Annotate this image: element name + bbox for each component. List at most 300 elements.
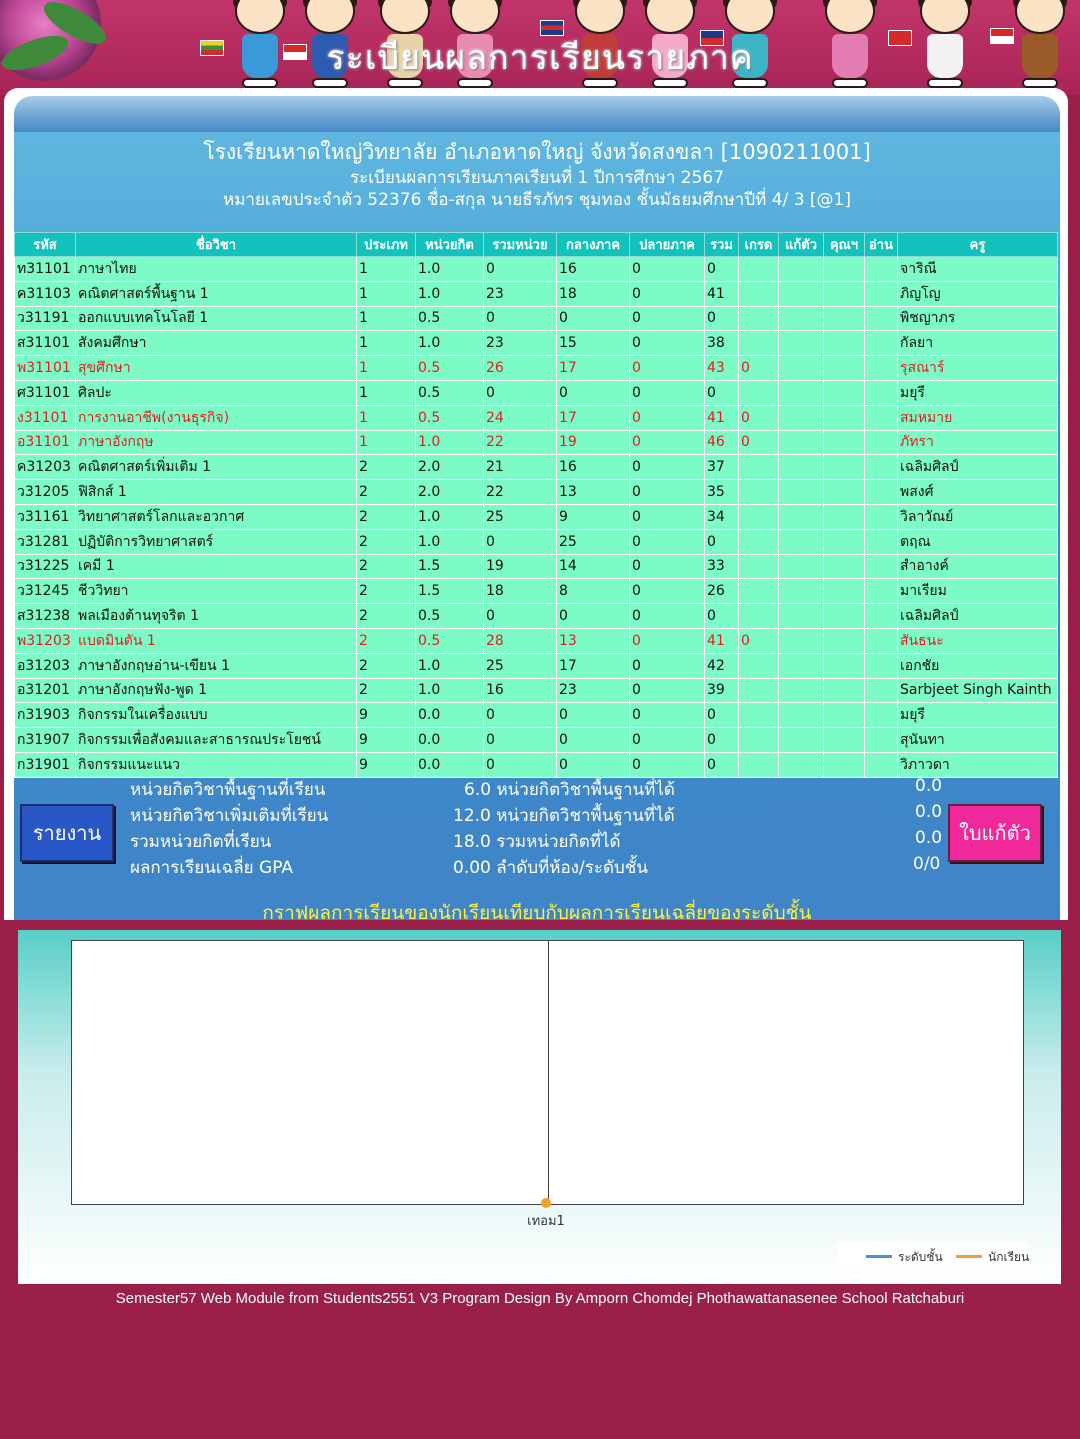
table-row bbox=[15, 752, 1058, 777]
cell-grade: 0 bbox=[739, 430, 779, 455]
cell-credit: 0.5 bbox=[416, 628, 484, 653]
summary-line bbox=[14, 854, 1060, 880]
cell-type: 1 bbox=[357, 405, 416, 430]
cell-credit: 2.0 bbox=[416, 480, 484, 505]
column-header: เกรด bbox=[739, 233, 779, 257]
cell-teacher: ภิญโญ bbox=[898, 281, 1058, 306]
report-panel bbox=[14, 132, 1060, 924]
cell-mid: 9 bbox=[557, 504, 630, 529]
cell-total: 0 bbox=[705, 752, 739, 777]
cell-teacher: มยุรี bbox=[898, 703, 1058, 728]
cell-fix bbox=[779, 678, 824, 703]
cell-code: ว31205 bbox=[15, 480, 76, 505]
cell-unit: 0 bbox=[484, 752, 557, 777]
column-header: ชื่อวิชา bbox=[76, 233, 357, 257]
cell-unit: 23 bbox=[484, 281, 557, 306]
cell-unit: 18 bbox=[484, 579, 557, 604]
table-row bbox=[15, 554, 1058, 579]
cell-teacher: สำอางค์ bbox=[898, 554, 1058, 579]
cell-grade bbox=[739, 257, 779, 282]
cell-code: อ31203 bbox=[15, 653, 76, 678]
table-row bbox=[15, 529, 1058, 554]
summary-line bbox=[14, 828, 1060, 854]
cell-total: 41 bbox=[705, 281, 739, 306]
cell-fix bbox=[779, 480, 824, 505]
cell-credit: 1.5 bbox=[416, 554, 484, 579]
cell-mid: 17 bbox=[557, 405, 630, 430]
chart-x-gridline bbox=[548, 941, 549, 1206]
cell-name: กิจกรรมในเครื่องแบบ bbox=[76, 703, 357, 728]
cell-unit: 16 bbox=[484, 678, 557, 703]
cell-name: กิจกรรมเพื่อสังคมและสาธารณประโยชน์ bbox=[76, 728, 357, 753]
cell-unit: 0 bbox=[484, 529, 557, 554]
cell-code: ก31903 bbox=[15, 703, 76, 728]
cell-type: 1 bbox=[357, 331, 416, 356]
column-header: รวม bbox=[705, 233, 739, 257]
summary-line bbox=[14, 802, 1060, 828]
cell-mid: 0 bbox=[557, 604, 630, 629]
cell-type: 2 bbox=[357, 480, 416, 505]
cell-code: พ31203 bbox=[15, 628, 76, 653]
cell-fix bbox=[779, 356, 824, 381]
cell-read bbox=[865, 331, 898, 356]
cell-grade bbox=[739, 455, 779, 480]
cell-teacher: พสงศ์ bbox=[898, 480, 1058, 505]
cell-mid: 0 bbox=[557, 380, 630, 405]
cell-read bbox=[865, 257, 898, 282]
cell-teacher: ภัทรา bbox=[898, 430, 1058, 455]
summary-label: หน่วยกิตวิชาเพิ่มเติมที่เรียน bbox=[130, 806, 329, 826]
cell-unit: 0 bbox=[484, 604, 557, 629]
cell-grade bbox=[739, 281, 779, 306]
cell-grade bbox=[739, 703, 779, 728]
cell-fix bbox=[779, 430, 824, 455]
table-row bbox=[15, 380, 1058, 405]
cell-name: แบดมินตัน 1 bbox=[76, 628, 357, 653]
cell-teacher: วิลาวัณย์ bbox=[898, 504, 1058, 529]
cell-mid: 15 bbox=[557, 331, 630, 356]
cell-fix bbox=[779, 281, 824, 306]
summary-middle: 6.0 หน่วยกิตวิชาพื้นฐานที่ได้ bbox=[464, 780, 675, 800]
cell-code: ก31907 bbox=[15, 728, 76, 753]
cell-fix bbox=[779, 455, 824, 480]
cell-unit: 19 bbox=[484, 554, 557, 579]
cell-mid: 0 bbox=[557, 306, 630, 331]
cell-read bbox=[865, 604, 898, 629]
cell-teacher: เอกชัย bbox=[898, 653, 1058, 678]
cell-type: 1 bbox=[357, 380, 416, 405]
table-row bbox=[15, 331, 1058, 356]
cell-unit: 0 bbox=[484, 380, 557, 405]
cell-total: 35 bbox=[705, 480, 739, 505]
cell-code: ว31225 bbox=[15, 554, 76, 579]
column-header: ครู bbox=[898, 233, 1058, 257]
student-data-point bbox=[541, 1198, 551, 1208]
cell-mid: 0 bbox=[557, 752, 630, 777]
cell-fix bbox=[779, 504, 824, 529]
cell-final: 0 bbox=[630, 579, 705, 604]
cell-read bbox=[865, 628, 898, 653]
cell-final: 0 bbox=[630, 430, 705, 455]
summary-middle: 0.00 ลำดับที่ห้อง/ระดับชั้น bbox=[453, 858, 648, 878]
summary-middle: 18.0 รวมหน่วยกิตที่ได้ bbox=[453, 832, 621, 852]
student-info: หมายเลขประจำตัว 52376 ชื่อ-สกุล นายธีรภัทร ชุมทอง ชั้นมัธยมศึกษาปีที่ 4/ 3 [@1] bbox=[222, 190, 851, 210]
report-button[interactable]: รายงาน bbox=[20, 804, 114, 862]
cell-grade bbox=[739, 728, 779, 753]
table-row bbox=[15, 257, 1058, 282]
column-header: คุณฯ bbox=[824, 233, 865, 257]
cell-credit: 0.5 bbox=[416, 380, 484, 405]
cell-unit: 21 bbox=[484, 455, 557, 480]
cell-unit: 0 bbox=[484, 728, 557, 753]
cell-attr bbox=[824, 653, 865, 678]
cell-unit: 25 bbox=[484, 653, 557, 678]
cell-read bbox=[865, 728, 898, 753]
cell-grade bbox=[739, 331, 779, 356]
cell-mid: 17 bbox=[557, 653, 630, 678]
cell-type: 2 bbox=[357, 579, 416, 604]
cell-name: การงานอาชีพ(งานธุรกิจ) bbox=[76, 405, 357, 430]
cell-attr bbox=[824, 628, 865, 653]
cell-type: 2 bbox=[357, 604, 416, 629]
cell-final: 0 bbox=[630, 281, 705, 306]
cell-credit: 0.5 bbox=[416, 604, 484, 629]
cell-attr bbox=[824, 529, 865, 554]
summary-value: 0/0 bbox=[913, 854, 941, 874]
cell-read bbox=[865, 455, 898, 480]
cell-name: ภาษาไทย bbox=[76, 257, 357, 282]
cell-grade bbox=[739, 306, 779, 331]
cell-mid: 23 bbox=[557, 678, 630, 703]
cell-mid: 17 bbox=[557, 356, 630, 381]
cell-name: สังคมศึกษา bbox=[76, 331, 357, 356]
cell-credit: 1.5 bbox=[416, 579, 484, 604]
report-frame bbox=[4, 88, 1068, 924]
cell-type: 1 bbox=[357, 306, 416, 331]
cell-fix bbox=[779, 529, 824, 554]
cell-attr bbox=[824, 405, 865, 430]
cell-read bbox=[865, 281, 898, 306]
chart-plot-area bbox=[71, 940, 1024, 1205]
cell-attr bbox=[824, 281, 865, 306]
cell-name: ภาษาอังกฤษฟัง-พูด 1 bbox=[76, 678, 357, 703]
cell-type: 2 bbox=[357, 628, 416, 653]
summary-line bbox=[14, 776, 1060, 802]
cell-mid: 14 bbox=[557, 554, 630, 579]
cell-total: 43 bbox=[705, 356, 739, 381]
cell-teacher: วิภาวดา bbox=[898, 752, 1058, 777]
cell-attr bbox=[824, 331, 865, 356]
cell-grade bbox=[739, 604, 779, 629]
cell-grade bbox=[739, 554, 779, 579]
cell-final: 0 bbox=[630, 653, 705, 678]
table-row bbox=[15, 678, 1058, 703]
cell-fix bbox=[779, 306, 824, 331]
cell-total: 0 bbox=[705, 604, 739, 629]
cell-final: 0 bbox=[630, 728, 705, 753]
cell-code: ส31101 bbox=[15, 331, 76, 356]
column-header: รวมหน่วย bbox=[484, 233, 557, 257]
cell-unit: 26 bbox=[484, 356, 557, 381]
cell-fix bbox=[779, 331, 824, 356]
cell-teacher: พิชญาภร bbox=[898, 306, 1058, 331]
cell-mid: 16 bbox=[557, 455, 630, 480]
cell-attr bbox=[824, 678, 865, 703]
cell-total: 26 bbox=[705, 579, 739, 604]
cell-code: ว31161 bbox=[15, 504, 76, 529]
cell-name: ภาษาอังกฤษอ่าน-เขียน 1 bbox=[76, 653, 357, 678]
cell-final: 0 bbox=[630, 529, 705, 554]
cell-teacher: กัลยา bbox=[898, 331, 1058, 356]
cell-grade bbox=[739, 380, 779, 405]
cell-type: 2 bbox=[357, 455, 416, 480]
cell-name: ศิลปะ bbox=[76, 380, 357, 405]
cell-name: สุขศึกษา bbox=[76, 356, 357, 381]
table-row bbox=[15, 480, 1058, 505]
cell-mid: 18 bbox=[557, 281, 630, 306]
cell-name: กิจกรรมแนะแนว bbox=[76, 752, 357, 777]
cell-teacher: มาเรียม bbox=[898, 579, 1058, 604]
chart-legend bbox=[838, 1243, 1030, 1269]
cell-unit: 0 bbox=[484, 703, 557, 728]
cell-final: 0 bbox=[630, 703, 705, 728]
summary-middle: 12.0 หน่วยกิตวิชาพื้นฐานที่ได้ bbox=[453, 806, 675, 826]
cell-read bbox=[865, 430, 898, 455]
cell-total: 37 bbox=[705, 455, 739, 480]
table-row bbox=[15, 653, 1058, 678]
table-row bbox=[15, 281, 1058, 306]
cell-type: 9 bbox=[357, 752, 416, 777]
cell-fix bbox=[779, 703, 824, 728]
table-row bbox=[15, 628, 1058, 653]
cell-unit: 24 bbox=[484, 405, 557, 430]
cell-read bbox=[865, 306, 898, 331]
cell-type: 2 bbox=[357, 554, 416, 579]
cell-mid: 0 bbox=[557, 703, 630, 728]
cell-mid: 13 bbox=[557, 480, 630, 505]
school-name: โรงเรียนหาดใหญ่วิทยาลัย อำเภอหาดใหญ่ จังหวัดสงขลา [1090211001] bbox=[203, 140, 871, 164]
cell-final: 0 bbox=[630, 356, 705, 381]
cell-type: 9 bbox=[357, 703, 416, 728]
cell-attr bbox=[824, 257, 865, 282]
cell-final: 0 bbox=[630, 257, 705, 282]
cell-code: อ31201 bbox=[15, 678, 76, 703]
cell-attr bbox=[824, 703, 865, 728]
cell-credit: 1.0 bbox=[416, 257, 484, 282]
table-row bbox=[15, 604, 1058, 629]
cell-read bbox=[865, 504, 898, 529]
cell-teacher: สมหมาย bbox=[898, 405, 1058, 430]
cell-name: ชีววิทยา bbox=[76, 579, 357, 604]
cell-attr bbox=[824, 752, 865, 777]
table-row bbox=[15, 703, 1058, 728]
cell-final: 0 bbox=[630, 380, 705, 405]
cell-fix bbox=[779, 554, 824, 579]
cell-code: ค31103 bbox=[15, 281, 76, 306]
cell-credit: 1.0 bbox=[416, 331, 484, 356]
graph-title: กราฟผลการเรียนของนักเรียนเทียบกับผลการเรียนเฉลี่ยของระดับชั้น bbox=[262, 902, 812, 924]
cell-grade: 0 bbox=[739, 356, 779, 381]
cell-attr bbox=[824, 554, 865, 579]
cell-total: 41 bbox=[705, 628, 739, 653]
footer-credit: Semester57 Web Module from Students2551 V3 Program Design By Amporn Chomdej Phothawattanasenee School Ratchaburi bbox=[115, 1290, 965, 1307]
cell-unit: 25 bbox=[484, 504, 557, 529]
cell-read bbox=[865, 380, 898, 405]
cell-read bbox=[865, 480, 898, 505]
cell-teacher: สุนันทา bbox=[898, 728, 1058, 753]
cell-type: 2 bbox=[357, 678, 416, 703]
summary-value: 0.0 bbox=[915, 776, 943, 796]
summary-label: รวมหน่วยกิตที่เรียน bbox=[130, 832, 272, 852]
cell-teacher: จาริณี bbox=[898, 257, 1058, 282]
summary-section bbox=[14, 776, 1060, 886]
legend-label: นักเรียน bbox=[988, 1250, 1030, 1264]
cell-unit: 0 bbox=[484, 306, 557, 331]
cell-teacher: สันธนะ bbox=[898, 628, 1058, 653]
cell-fix bbox=[779, 604, 824, 629]
header-banner bbox=[0, 0, 1080, 95]
table-row bbox=[15, 455, 1058, 480]
cell-total: 34 bbox=[705, 504, 739, 529]
cell-teacher: เฉลิมศิลป์ bbox=[898, 455, 1058, 480]
cell-credit: 1.0 bbox=[416, 430, 484, 455]
cell-attr bbox=[824, 579, 865, 604]
cell-total: 46 bbox=[705, 430, 739, 455]
cell-grade: 0 bbox=[739, 628, 779, 653]
cell-name: คณิตศาสตร์เพิ่มเติม 1 bbox=[76, 455, 357, 480]
cell-name: พลเมืองต้านทุจริต 1 bbox=[76, 604, 357, 629]
legend-label: ระดับชั้น bbox=[898, 1250, 943, 1264]
column-header: กลางภาค bbox=[557, 233, 630, 257]
cell-final: 0 bbox=[630, 306, 705, 331]
cell-total: 0 bbox=[705, 257, 739, 282]
cell-credit: 1.0 bbox=[416, 678, 484, 703]
cell-name: ปฏิบัติการวิทยาศาสตร์ bbox=[76, 529, 357, 554]
cell-final: 0 bbox=[630, 604, 705, 629]
cell-teacher: Sarbjeet Singh Kainth bbox=[898, 678, 1058, 703]
cell-type: 2 bbox=[357, 653, 416, 678]
cell-credit: 0.5 bbox=[416, 306, 484, 331]
table-row bbox=[15, 504, 1058, 529]
cell-code: อ31101 bbox=[15, 430, 76, 455]
cell-teacher: มยุรี bbox=[898, 380, 1058, 405]
cell-type: 2 bbox=[357, 529, 416, 554]
legend-swatch bbox=[866, 1255, 892, 1258]
cell-type: 1 bbox=[357, 257, 416, 282]
remedial-button[interactable]: ใบแก้ตัว bbox=[948, 804, 1042, 862]
cell-code: ส31238 bbox=[15, 604, 76, 629]
cell-attr bbox=[824, 455, 865, 480]
cell-grade bbox=[739, 480, 779, 505]
frame-top-bar bbox=[14, 96, 1060, 132]
cell-type: 9 bbox=[357, 728, 416, 753]
cell-type: 1 bbox=[357, 356, 416, 381]
cell-code: ศ31101 bbox=[15, 380, 76, 405]
summary-value: 0.0 bbox=[915, 802, 943, 822]
cell-total: 0 bbox=[705, 306, 739, 331]
cell-code: ว31281 bbox=[15, 529, 76, 554]
cell-final: 0 bbox=[630, 455, 705, 480]
x-tick-label: เทอม1 bbox=[527, 1214, 565, 1229]
cell-total: 39 bbox=[705, 678, 739, 703]
cell-total: 0 bbox=[705, 529, 739, 554]
cell-code: ท31101 bbox=[15, 257, 76, 282]
cell-final: 0 bbox=[630, 480, 705, 505]
cell-name: วิทยาศาสตร์โลกและอวกาศ bbox=[76, 504, 357, 529]
cell-final: 0 bbox=[630, 554, 705, 579]
cell-attr bbox=[824, 480, 865, 505]
cell-credit: 1.0 bbox=[416, 504, 484, 529]
cell-unit: 22 bbox=[484, 430, 557, 455]
cell-grade bbox=[739, 504, 779, 529]
cell-name: ออกแบบเทคโนโลยี 1 bbox=[76, 306, 357, 331]
cell-teacher: เฉลิมศิลป์ bbox=[898, 604, 1058, 629]
cell-mid: 19 bbox=[557, 430, 630, 455]
cell-code: ง31101 bbox=[15, 405, 76, 430]
cell-total: 38 bbox=[705, 331, 739, 356]
cell-fix bbox=[779, 405, 824, 430]
cell-total: 33 bbox=[705, 554, 739, 579]
cell-credit: 0.5 bbox=[416, 356, 484, 381]
cell-read bbox=[865, 405, 898, 430]
column-header: แก้ตัว bbox=[779, 233, 824, 257]
cell-credit: 1.0 bbox=[416, 281, 484, 306]
cell-attr bbox=[824, 430, 865, 455]
cell-fix bbox=[779, 628, 824, 653]
cell-name: ฟิสิกส์ 1 bbox=[76, 480, 357, 505]
cell-final: 0 bbox=[630, 678, 705, 703]
cell-attr bbox=[824, 356, 865, 381]
cell-fix bbox=[779, 728, 824, 753]
cell-unit: 23 bbox=[484, 331, 557, 356]
cell-read bbox=[865, 678, 898, 703]
table-row bbox=[15, 306, 1058, 331]
table-header-row bbox=[15, 233, 1058, 257]
table-row bbox=[15, 579, 1058, 604]
cell-fix bbox=[779, 380, 824, 405]
cell-unit: 22 bbox=[484, 480, 557, 505]
cell-final: 0 bbox=[630, 504, 705, 529]
column-header: หน่วยกิต bbox=[416, 233, 484, 257]
cell-attr bbox=[824, 306, 865, 331]
cell-grade bbox=[739, 752, 779, 777]
cell-total: 0 bbox=[705, 380, 739, 405]
cell-name: ภาษาอังกฤษ bbox=[76, 430, 357, 455]
term-info: ระเบียนผลการเรียนภาคเรียนที่ 1 ปีการศึกษา 2567 bbox=[349, 168, 725, 188]
cell-read bbox=[865, 752, 898, 777]
cell-code: ว31191 bbox=[15, 306, 76, 331]
cell-mid: 13 bbox=[557, 628, 630, 653]
cell-final: 0 bbox=[630, 752, 705, 777]
grades-table bbox=[14, 232, 1058, 778]
cell-grade bbox=[739, 678, 779, 703]
cell-total: 0 bbox=[705, 703, 739, 728]
cell-fix bbox=[779, 653, 824, 678]
cell-code: ก31901 bbox=[15, 752, 76, 777]
cell-attr bbox=[824, 604, 865, 629]
cell-total: 0 bbox=[705, 728, 739, 753]
summary-value: 0.0 bbox=[915, 828, 943, 848]
cell-mid: 25 bbox=[557, 529, 630, 554]
cell-code: พ31101 bbox=[15, 356, 76, 381]
cell-type: 1 bbox=[357, 281, 416, 306]
cell-type: 1 bbox=[357, 430, 416, 455]
cell-name: คณิตศาสตร์พื้นฐาน 1 bbox=[76, 281, 357, 306]
cell-name: เคมี 1 bbox=[76, 554, 357, 579]
cell-credit: 0.0 bbox=[416, 728, 484, 753]
cell-grade: 0 bbox=[739, 405, 779, 430]
cell-grade bbox=[739, 579, 779, 604]
